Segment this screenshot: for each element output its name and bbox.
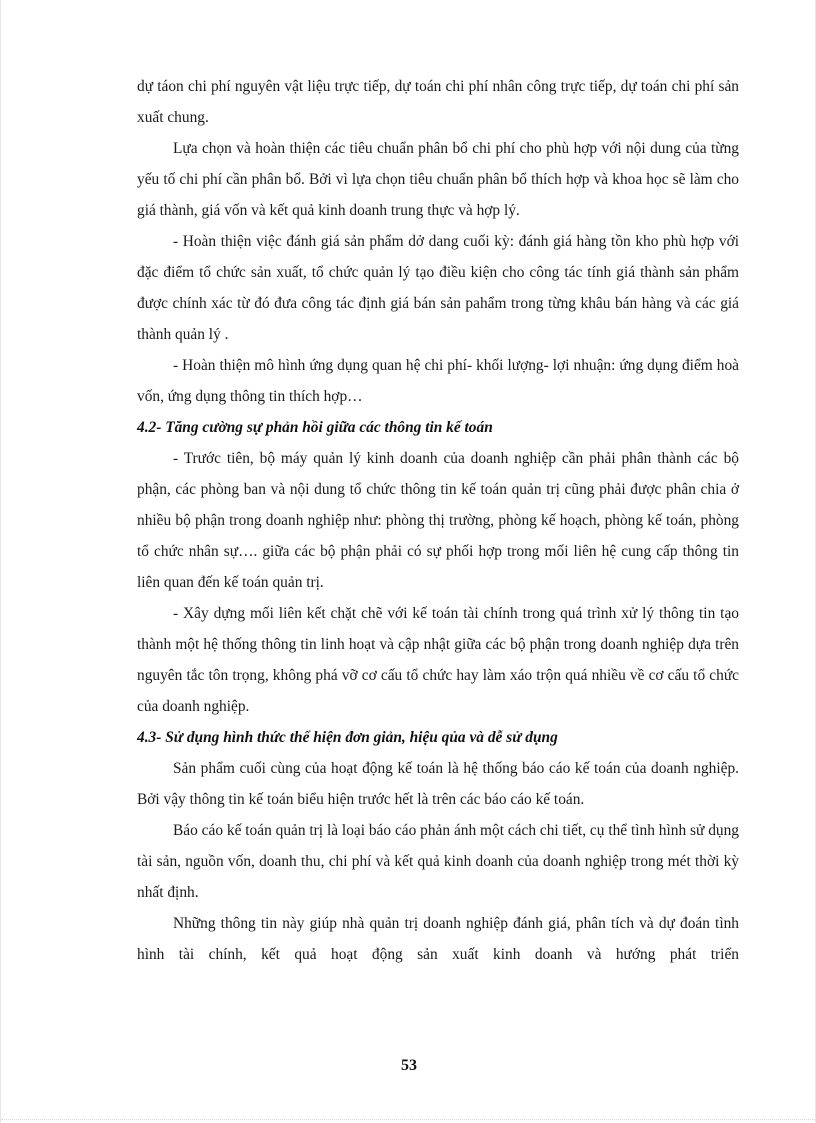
paragraph-budget-list: dự táon chi phí nguyên vật liệu trực tiếp, dự toán chi phí nhân công trực tiếp, dự toán chi phí sản xuất chung.: [137, 78, 739, 126]
page-number: 53: [401, 1057, 417, 1074]
paragraph-final-product: Sản phẩm cuối cùng của hoạt động kế toán là hệ thống báo cáo kế toán của doanh nghiệp. Bởi vậy thông tin kế toán biểu hiện trước hết là trên các báo cáo kế toán.: [137, 760, 739, 808]
section-heading-4-3: 4.3- Sử dụng hình thức thể hiện đơn giản, hiệu qủa và dễ sử dụng: [137, 729, 558, 746]
page-body: [137, 71, 739, 970]
paragraph-wip-valuation: - Hoàn thiện việc đánh giá sản phẩm dở dang cuối kỳ: đánh giá hàng tồn kho phù hợp với đặc điểm tổ chức sản xuất, tổ chức quản lý tạo điều kiện cho công tác tính giá thành sản phẩm được chính xác từ đó đưa công tác định giá bán sản pahẩm trong từng khâu bán hàng và các giá thành quản lý .: [137, 233, 739, 343]
footer-divider: [1, 1119, 816, 1120]
paragraph-allocation-criteria: Lựa chọn và hoàn thiện các tiêu chuẩn phân bổ chi phí cho phù hợp với nội dung của từng yếu tố chi phí cần phân bổ. Bởi vì lựa chọn tiêu chuẩn phân bổ thích hợp và khoa học sẽ làm cho giá thành, giá vốn và kết quả kinh doanh trung thực và hợp lý.: [137, 140, 739, 219]
paragraph-financial-accounting-link: - Xây dựng mối liên kết chặt chẽ với kế toán tài chính trong quá trình xử lý thông tin tạo thành một hệ thống thông tin linh hoạt và cập nhật giữa các bộ phận trong doanh nghiệp dựa trên nguyên tắc tôn trọng, không phá vỡ cơ cấu tổ chức hay làm xáo trộn quá nhiều về cơ cấu tổ chức của doanh nghiệp.: [137, 605, 739, 715]
paragraph-information-use: Những thông tin này giúp nhà quản trị doanh nghiệp đánh giá, phân tích và dự đoán tình hình tài chính, kết quả hoạt động sản xuất kinh doanh và hướng phát triển: [137, 915, 739, 963]
paragraph-organization-structure: - Trước tiên, bộ máy quản lý kinh doanh của doanh nghiệp cần phải phân thành các bộ phận, các phòng ban và nội dung tổ chức thông tin kế toán quản trị cũng phải được phân chia ở nhiều bộ phận trong doanh nghiệp như: phòng thị trường, phòng kế hoạch, phòng kế toán, phòng tổ chức nhân sự…. giữa các bộ phận phải có sự phối hợp trong mối liên hệ cung cấp thông tin liên quan đến kế toán quản trị.: [137, 450, 739, 591]
paragraph-management-report: Báo cáo kế toán quản trị là loại báo cáo phản ánh một cách chi tiết, cụ thể tình hình sử dụng tài sản, nguồn vốn, doanh thu, chi phí và kết quả kinh doanh của doanh nghiệp trong mét thời kỳ nhất định.: [137, 822, 739, 901]
section-heading-4-2: 4.2- Tăng cường sự phản hồi giữa các thông tin kế toán: [137, 419, 493, 436]
paragraph-cvp-model: - Hoàn thiện mô hình ứng dụng quan hệ chi phí- khối lượng- lợi nhuận: ứng dụng điểm hoà vốn, ứng dụng thông tin thích hợp…: [137, 357, 739, 405]
